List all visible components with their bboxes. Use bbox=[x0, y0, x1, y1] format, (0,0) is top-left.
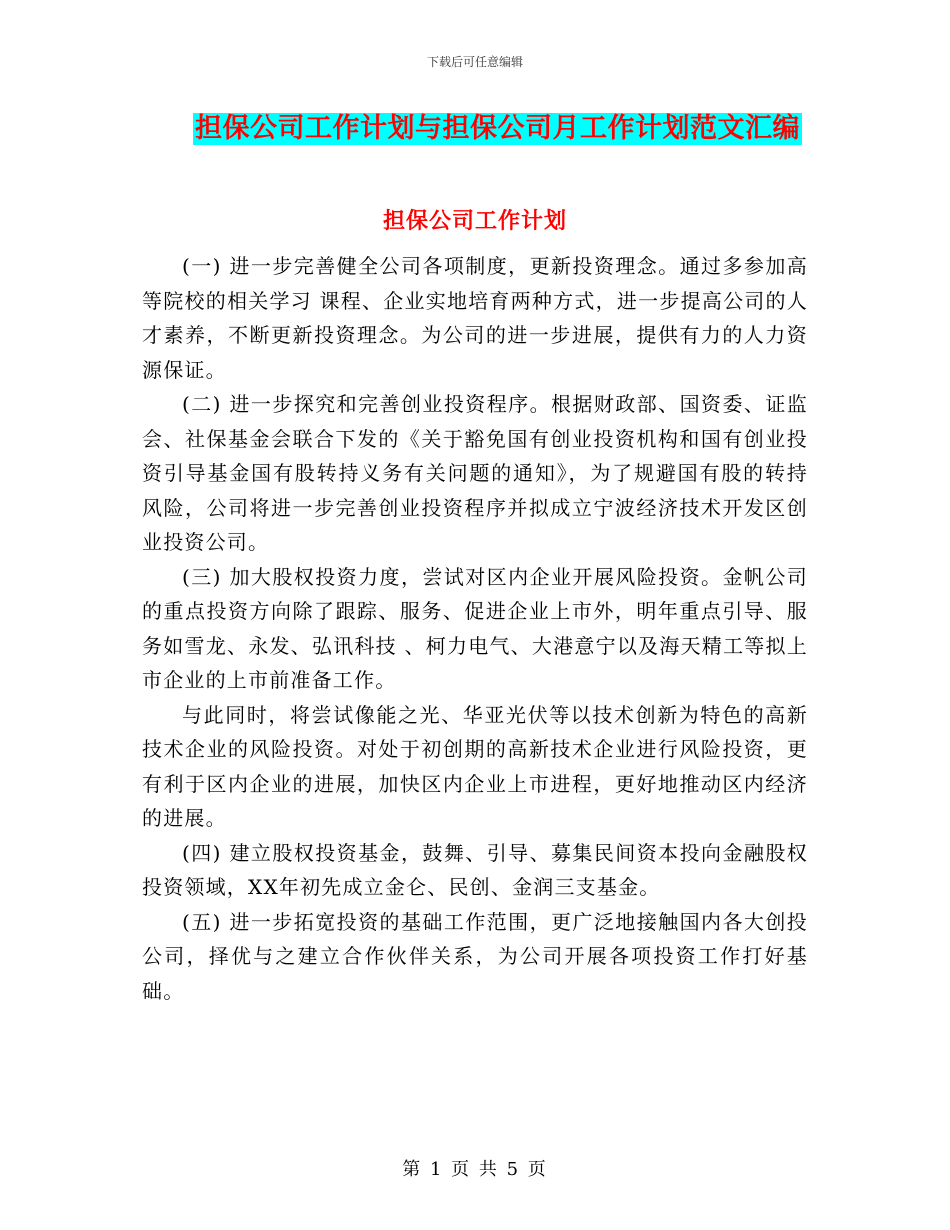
paragraph-3: (三) 加大股权投资力度，尝试对区内企业开展风险投资。金帆公司的重点投资方向除了跟踪、服务、促进企业上市外，明年重点引导、服务如雪龙、永发、弘讯科技 、柯力电气、大港意宁以及海天精工等拟上市企业的上市前准备工作。 bbox=[142, 564, 808, 692]
paragraph-6: (五) 进一步拓宽投资的基础工作范围，更广泛地接触国内各大创投公司，择优与之建立合作伙伴关系，为公司开展各项投资工作打好基础。 bbox=[142, 909, 808, 1003]
page-footer: 第 1 页 共 5 页 bbox=[402, 1159, 548, 1180]
paragraph-5: (四) 建立股权投资基金，鼓舞、引导、募集民间资本投向金融股权投资领域，XX年初先成立金仑、民创、金润三支基金。 bbox=[142, 840, 808, 899]
section-title: 担保公司工作计划 bbox=[382, 209, 567, 234]
page-header-note: 下载后可任意编辑 bbox=[426, 55, 523, 69]
paragraph-4: 与此同时，将尝试像能之光、华亚光伏等以技术创新为特色的高新技术企业的风险投资。对处于初创期的高新技术企业进行风险投资，更有利于区内企业的进展，加快区内企业上市进程，更好地推动区内经济的进展。 bbox=[142, 702, 808, 830]
document-body bbox=[142, 249, 808, 1008]
document-title: 担保公司工作计划与担保公司月工作计划范文汇编 bbox=[195, 113, 800, 144]
paragraph-2: (二) 进一步探究和完善创业投资程序。根据财政部、国资委、证监会、社保基金会联合下发的《关于豁免国有创业投资机构和国有创业投资引导基金国有股转持义务有关问题的通知》，为了规避国有股的转持风险，公司将进一步完善创业投资程序并拟成立宁波经济技术开发区创业投资公司。 bbox=[142, 392, 808, 554]
document-title-container bbox=[0, 113, 950, 145]
paragraph-1: (一) 进一步完善健全公司各项制度，更新投资理念。通过多参加高等院校的相关学习 课程、企业实地培育两种方式，进一步提高公司的人才素养，不断更新投资理念。为公司的进一步进展，提供有力的人力资源保证。 bbox=[142, 254, 808, 382]
